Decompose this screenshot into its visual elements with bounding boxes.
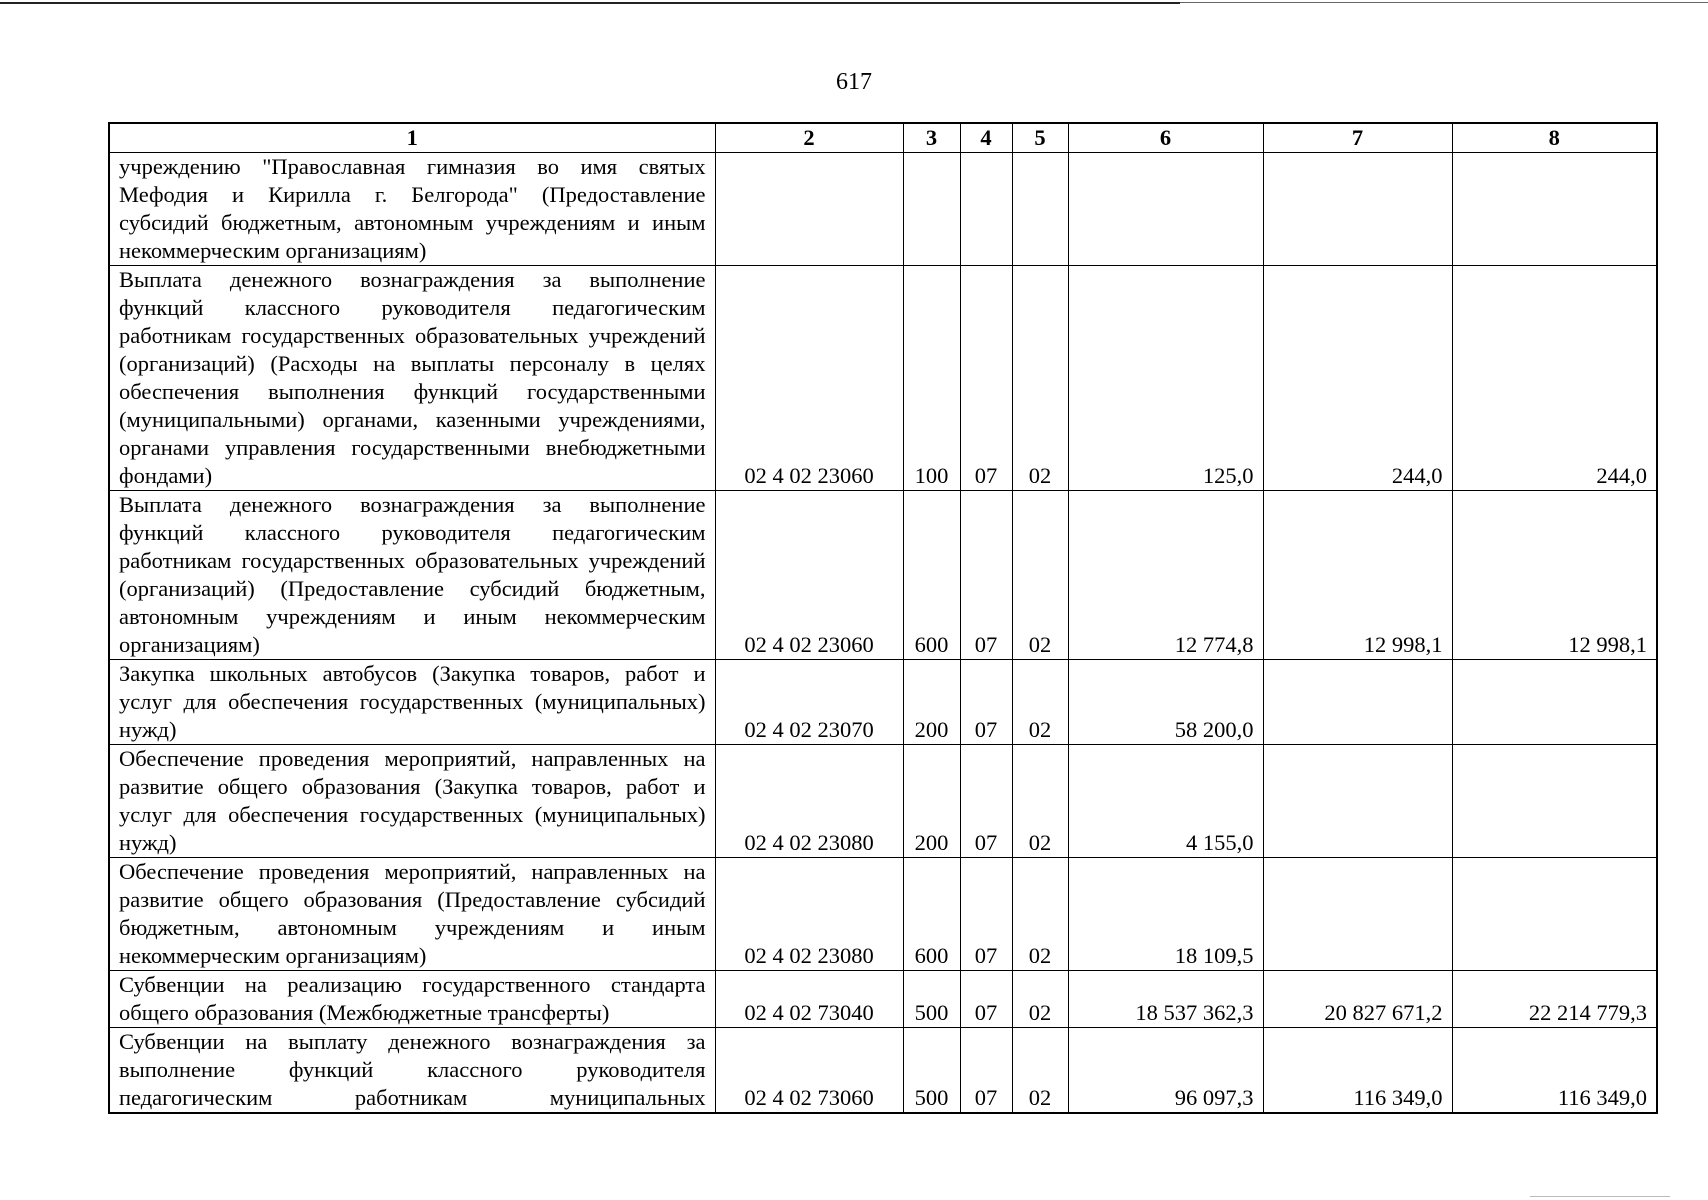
subsection-code: 02: [1012, 266, 1068, 491]
target-article-code: 02 4 02 23060: [715, 491, 903, 660]
top-border-line-thin: [1180, 2, 1708, 3]
row-description: Субвенции на выплату денежного вознаграждения за выполнение функций классного руководителя педагогическим работникам муниципальных: [109, 1028, 715, 1114]
amount-col-7: [1263, 745, 1452, 858]
subsection-code: 02: [1012, 660, 1068, 745]
amount-col-8: 116 349,0: [1452, 1028, 1657, 1114]
page-number: 617: [836, 69, 872, 95]
amount-col-8: [1452, 858, 1657, 971]
section-code: 07: [960, 745, 1012, 858]
expense-type-code: 100: [903, 266, 960, 491]
amount-col-6: 58 200,0: [1068, 660, 1263, 745]
column-header: 3: [903, 123, 960, 153]
amount-col-6: 18 109,5: [1068, 858, 1263, 971]
row-description: учреждению "Православная гимназия во имя святых Мефодия и Кирилла г. Белгорода" (Предоставление субсидий бюджетным, автономным учреждениям и иным некоммерческим организациям): [109, 153, 715, 266]
row-description: Субвенции на реализацию государственного стандарта общего образования (Межбюджетные трансферты): [109, 971, 715, 1028]
section-code: 07: [960, 491, 1012, 660]
header-row: [109, 123, 1657, 153]
table-row: [109, 266, 1657, 491]
section-code: 07: [960, 971, 1012, 1028]
column-header: 2: [715, 123, 903, 153]
amount-col-8: 12 998,1: [1452, 491, 1657, 660]
column-header: 7: [1263, 123, 1452, 153]
target-article-code: 02 4 02 23070: [715, 660, 903, 745]
expense-type-code: 500: [903, 1028, 960, 1114]
subsection-code: 02: [1012, 745, 1068, 858]
row-description: Выплата денежного вознаграждения за выполнение функций классного руководителя педагогическим работникам государственных образовательных учреждений (организаций) (Расходы на выплаты персоналу в целях обеспечения выполнения функций государственными (муниципальными) органами, казенными учреждениями, органами управления государственными внебюджетными фондами): [109, 266, 715, 491]
amount-col-6: 125,0: [1068, 266, 1263, 491]
section-code: [960, 153, 1012, 266]
section-code: 07: [960, 1028, 1012, 1114]
table-row: [109, 1028, 1657, 1114]
amount-col-6: 18 537 362,3: [1068, 971, 1263, 1028]
amount-col-8: [1452, 745, 1657, 858]
amount-col-6: 12 774,8: [1068, 491, 1263, 660]
table-row: [109, 491, 1657, 660]
column-header: 4: [960, 123, 1012, 153]
amount-col-8: 244,0: [1452, 266, 1657, 491]
subsection-code: 02: [1012, 858, 1068, 971]
budget-table: [108, 122, 1658, 1114]
target-article-code: 02 4 02 23080: [715, 745, 903, 858]
amount-col-7: 12 998,1: [1263, 491, 1452, 660]
amount-col-8: [1452, 153, 1657, 266]
expense-type-code: 600: [903, 858, 960, 971]
target-article-code: 02 4 02 23060: [715, 266, 903, 491]
table-row: [109, 660, 1657, 745]
row-description: Выплата денежного вознаграждения за выполнение функций классного руководителя педагогическим работникам государственных образовательных учреждений (организаций) (Предоставление субсидий бюджетным, автономным учреждениям и иным некоммерческим организациям): [109, 491, 715, 660]
target-article-code: 02 4 02 73060: [715, 1028, 903, 1114]
amount-col-6: 4 155,0: [1068, 745, 1263, 858]
amount-col-6: 96 097,3: [1068, 1028, 1263, 1114]
amount-col-8: [1452, 660, 1657, 745]
target-article-code: 02 4 02 73040: [715, 971, 903, 1028]
expense-type-code: 600: [903, 491, 960, 660]
row-description: Обеспечение проведения мероприятий, направленных на развитие общего образования (Закупка товаров, работ и услуг для обеспечения государственных (муниципальных) нужд): [109, 745, 715, 858]
section-code: 07: [960, 266, 1012, 491]
expense-type-code: 500: [903, 971, 960, 1028]
table-row: [109, 971, 1657, 1028]
expense-type-code: [903, 153, 960, 266]
target-article-code: 02 4 02 23080: [715, 858, 903, 971]
section-code: 07: [960, 858, 1012, 971]
row-description: Обеспечение проведения мероприятий, направленных на развитие общего образования (Предоставление субсидий бюджетным, автономным учреждениям и иным некоммерческим организациям): [109, 858, 715, 971]
amount-col-7: [1263, 858, 1452, 971]
amount-col-7: [1263, 153, 1452, 266]
target-article-code: [715, 153, 903, 266]
subsection-code: 02: [1012, 1028, 1068, 1114]
expense-type-code: 200: [903, 745, 960, 858]
column-header: 5: [1012, 123, 1068, 153]
top-border-line: [0, 2, 1180, 4]
expense-type-code: 200: [903, 660, 960, 745]
subsection-code: 02: [1012, 491, 1068, 660]
row-description: Закупка школьных автобусов (Закупка товаров, работ и услуг для обеспечения государственных (муниципальных) нужд): [109, 660, 715, 745]
column-header: 6: [1068, 123, 1263, 153]
amount-col-6: [1068, 153, 1263, 266]
section-code: 07: [960, 660, 1012, 745]
table-row: [109, 153, 1657, 266]
column-header: 1: [109, 123, 715, 153]
amount-col-7: 116 349,0: [1263, 1028, 1452, 1114]
table-row: [109, 858, 1657, 971]
amount-col-7: [1263, 660, 1452, 745]
subsection-code: [1012, 153, 1068, 266]
subsection-code: 02: [1012, 971, 1068, 1028]
amount-col-7: 20 827 671,2: [1263, 971, 1452, 1028]
amount-col-7: 244,0: [1263, 266, 1452, 491]
column-header: 8: [1452, 123, 1657, 153]
amount-col-8: 22 214 779,3: [1452, 971, 1657, 1028]
scan-mark-line: [1530, 1196, 1670, 1197]
table-row: [109, 745, 1657, 858]
